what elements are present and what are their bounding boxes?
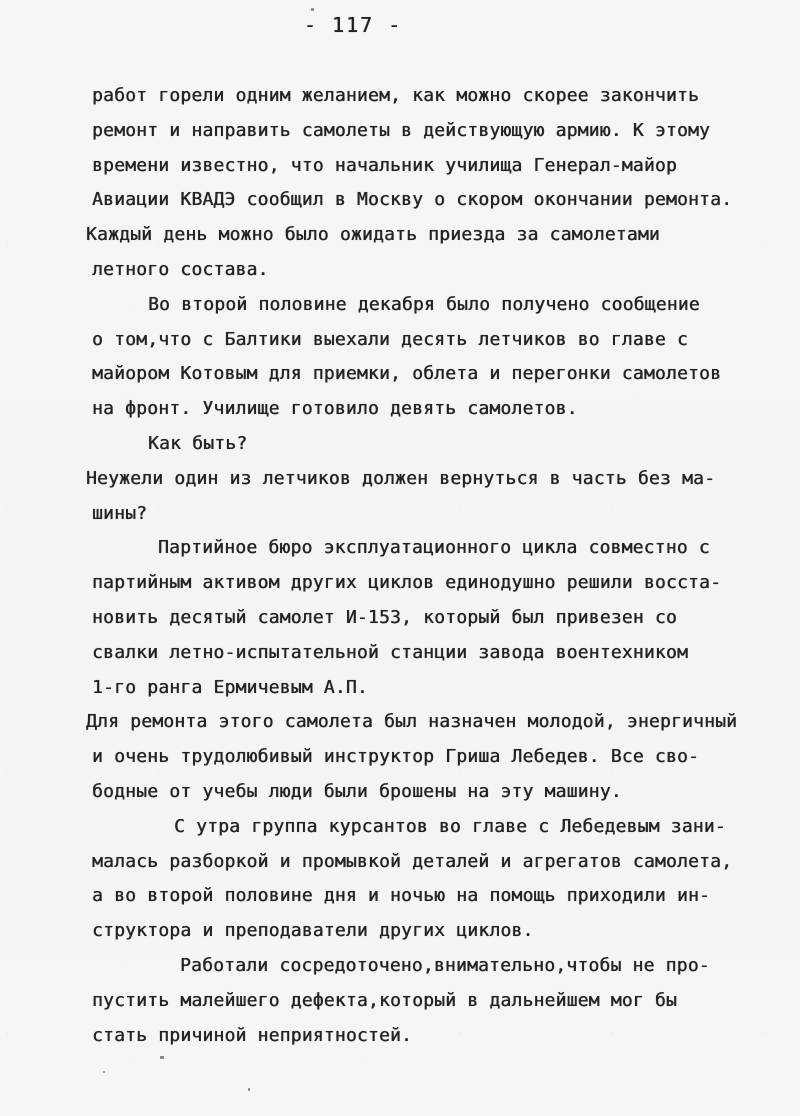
text-line: Неужели один из летчиков должен вернуться в часть без ма-: [86, 467, 716, 489]
text-line: малась разборкой и промывкой деталей и агрегатов самолета,: [92, 850, 733, 872]
text-line: пустить малейшего дефекта,который в дальнейшем мог бы: [92, 989, 677, 1011]
text-line: С утра группа курсантов во главе с Лебедевым зани-: [174, 815, 726, 837]
text-line: а во второй половине дня и ночью на помощь приходили ин-: [92, 885, 711, 907]
text-line: Авиации КВАДЭ сообщил в Москву о скором окончании ремонта.: [92, 189, 733, 211]
text-line: Как быть?: [148, 432, 248, 454]
text-line: шины?: [92, 502, 148, 524]
text-line: времени известно, что начальник училища Генерал-майор: [92, 154, 677, 176]
text-line: ремонт и направить самолеты в действующую армию. К этому: [92, 119, 711, 141]
text-line: 1-го ранга Ермичевым А.П.: [92, 676, 368, 698]
page-number: - 117 -: [303, 13, 403, 37]
text-line: работ горели одним желанием, как можно скорее закончить: [92, 85, 700, 106]
text-line: свалки летно-испытательной станции завода воентехником: [92, 641, 688, 663]
text-line: Каждый день можно было ожидать приезда за самолетами: [86, 224, 660, 246]
text-line: Для ремонта этого самолета был назначен молодой, энергичный: [86, 711, 738, 733]
text-line: Работали сосредоточено,внимательно,чтобы не про-: [180, 954, 710, 976]
text-line: бодные от учебы люди были брошены на эту машину.: [92, 780, 622, 802]
text-line: Партийное бюро эксплуатационного цикла совместно с: [158, 537, 710, 559]
text-line: стать причиной неприятностей.: [92, 1024, 413, 1046]
document-body: [86, 79, 772, 1053]
scan-speck: [311, 8, 314, 11]
text-line: Во второй половине декабря было получено сообщение: [148, 293, 700, 315]
scan-speck: [248, 1088, 250, 1091]
text-line: майором Котовым для приемки, облета и перегонки самолетов: [92, 363, 722, 385]
text-line: о том,что с Балтики выехали десять летчиков во главе с: [92, 328, 688, 350]
text-line: летного состава.: [92, 258, 269, 280]
text-line: и очень трудолюбивый инструктор Гриша Лебедев. Все сво-: [92, 746, 700, 768]
text-line: партийным активом других циклов единодушно решили восста-: [92, 572, 722, 594]
text-line: на фронт. Училище готовило девять самолетов.: [92, 398, 578, 420]
text-line: новить десятый самолет И-153, который был привезен со: [92, 606, 677, 628]
scan-speck: [103, 1071, 105, 1073]
text-line: структора и преподаватели других циклов.: [92, 920, 534, 942]
scan-speck: [160, 1056, 164, 1059]
